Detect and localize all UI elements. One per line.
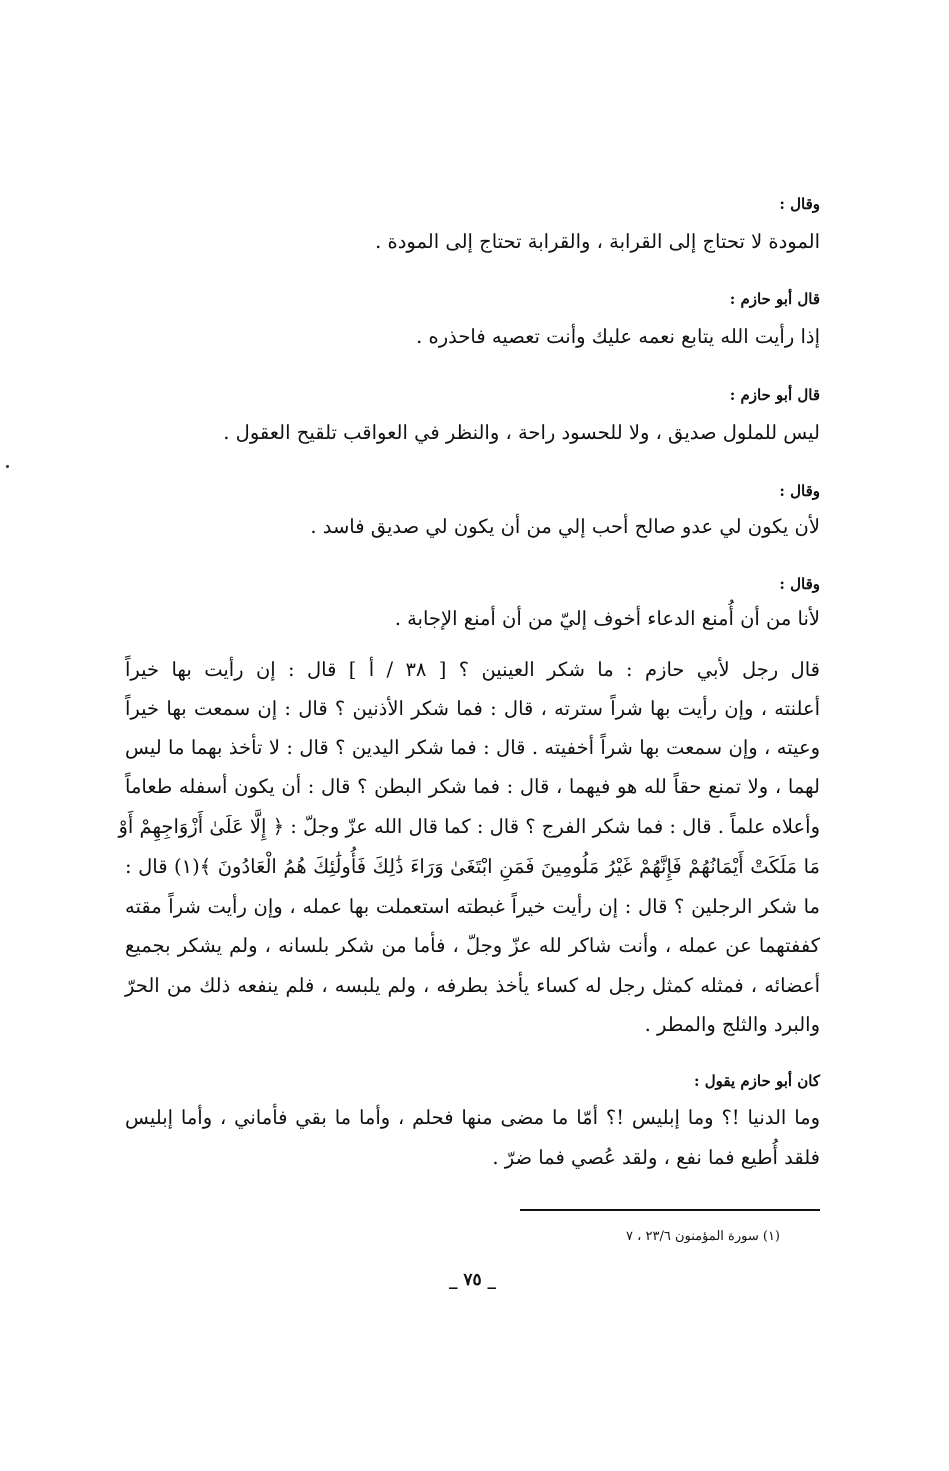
section-text: المودة لا تحتاج إلى القرابة ، والقرابة تحتاج إلى المودة .	[375, 230, 820, 253]
section-text: لأنا من أن أُمنع الدعاء أخوف إليّ من أن أمنع الإجابة .	[394, 607, 820, 630]
paragraph-line: قال رجل لأبي حازم : ما شكر العينين ؟ [ ٣٨ / أ ] قال : إن رأيت بها خيراً	[125, 658, 820, 681]
section-text: ليس للملول صديق ، ولا للحسود راحة ، والنظر في العواقب تلقيح العقول .	[223, 421, 820, 444]
section-label: وقال :	[779, 482, 820, 500]
paragraph-line: والبرد والثلج والمطر .	[644, 1013, 820, 1036]
section-label: وقال :	[779, 195, 820, 213]
final-line: وما الدنيا !؟ وما إبليس !؟ أمّا ما مضى منها فحلم ، وأما ما بقي فأماني ، وأما إبليس	[125, 1106, 820, 1129]
final-label: كان أبو حازم يقول :	[693, 1072, 820, 1090]
final-line: فلقد أُطيع فما نفع ، ولقد عُصي فما ضرّ .	[492, 1146, 820, 1169]
page	[118, 0, 820, 1471]
paragraph-line: كففتهما عن عمله ، وأنت شاكر لله عزّ وجلّ ، فأما من شكر بلسانه ، ولم يشكر بجميع	[125, 934, 820, 957]
paragraph-line: مَا مَلَكَتْ أَيْمَانُهُمْ فَإِنَّهُمْ غَيْرُ مَلُومِينَ فَمَنِ ابْتَغَىٰ وَرَاءَ ذَٰلِكَ فَأُولَٰئِكَ هُمُ الْعَادُونَ ﴾(١) قال :	[125, 855, 820, 878]
footnote-divider	[520, 1209, 820, 1211]
paragraph-line: لهما ، ولا تمنع حقاً لله هو فيهما ، قال : فما شكر البطن ؟ قال : أن يكون أسفله طعاماً	[125, 775, 820, 798]
paragraph-line: وأعلاه علماً . قال : فما شكر الفرج ؟ قال : كما قال الله عزّ وجلّ : ﴿ إِلَّا عَلَىٰ أَزْوَاجِهِمْ أَوْ	[118, 815, 820, 838]
section-text: لأن يكون لي عدو صالح أحب إلي من أن يكون لي صديق فاسد .	[310, 515, 820, 538]
paragraph-line: أعضائه ، فمثله كمثل رجل له كساء يأخذ بطرفه ، ولم يلبسه ، فلم ينفعه ذلك من الحرّ	[125, 974, 820, 997]
paragraph-line: أعلنته ، وإن رأيت بها شراً سترته ، قال : فما شكر الأذنين ؟ قال : إن سمعت بها خيراً	[125, 697, 820, 720]
section-label: قال أبو حازم :	[729, 290, 820, 308]
paragraph-line: وعيته ، وإن سمعت بها شراً أخفيته . قال : فما شكر اليدين ؟ قال : لا تأخذ بهما ما ليس	[125, 736, 820, 759]
footnote: (١) سورة المؤمنون ٢٣/٦ ، ٧	[626, 1229, 780, 1244]
page-number: _ ٧٥ _	[448, 1270, 497, 1290]
section-text: إذا رأيت الله يتابع نعمه عليك وأنت تعصيه فاحذره .	[416, 325, 820, 348]
paragraph-line: ما شكر الرجلين ؟ قال : إن رأيت خيراً غبطته استعملت بها عمله ، وإن رأيت شراً مقته	[125, 895, 820, 918]
section-label: وقال :	[779, 575, 820, 593]
section-label: قال أبو حازم :	[729, 386, 820, 404]
margin-mark	[6, 465, 9, 468]
